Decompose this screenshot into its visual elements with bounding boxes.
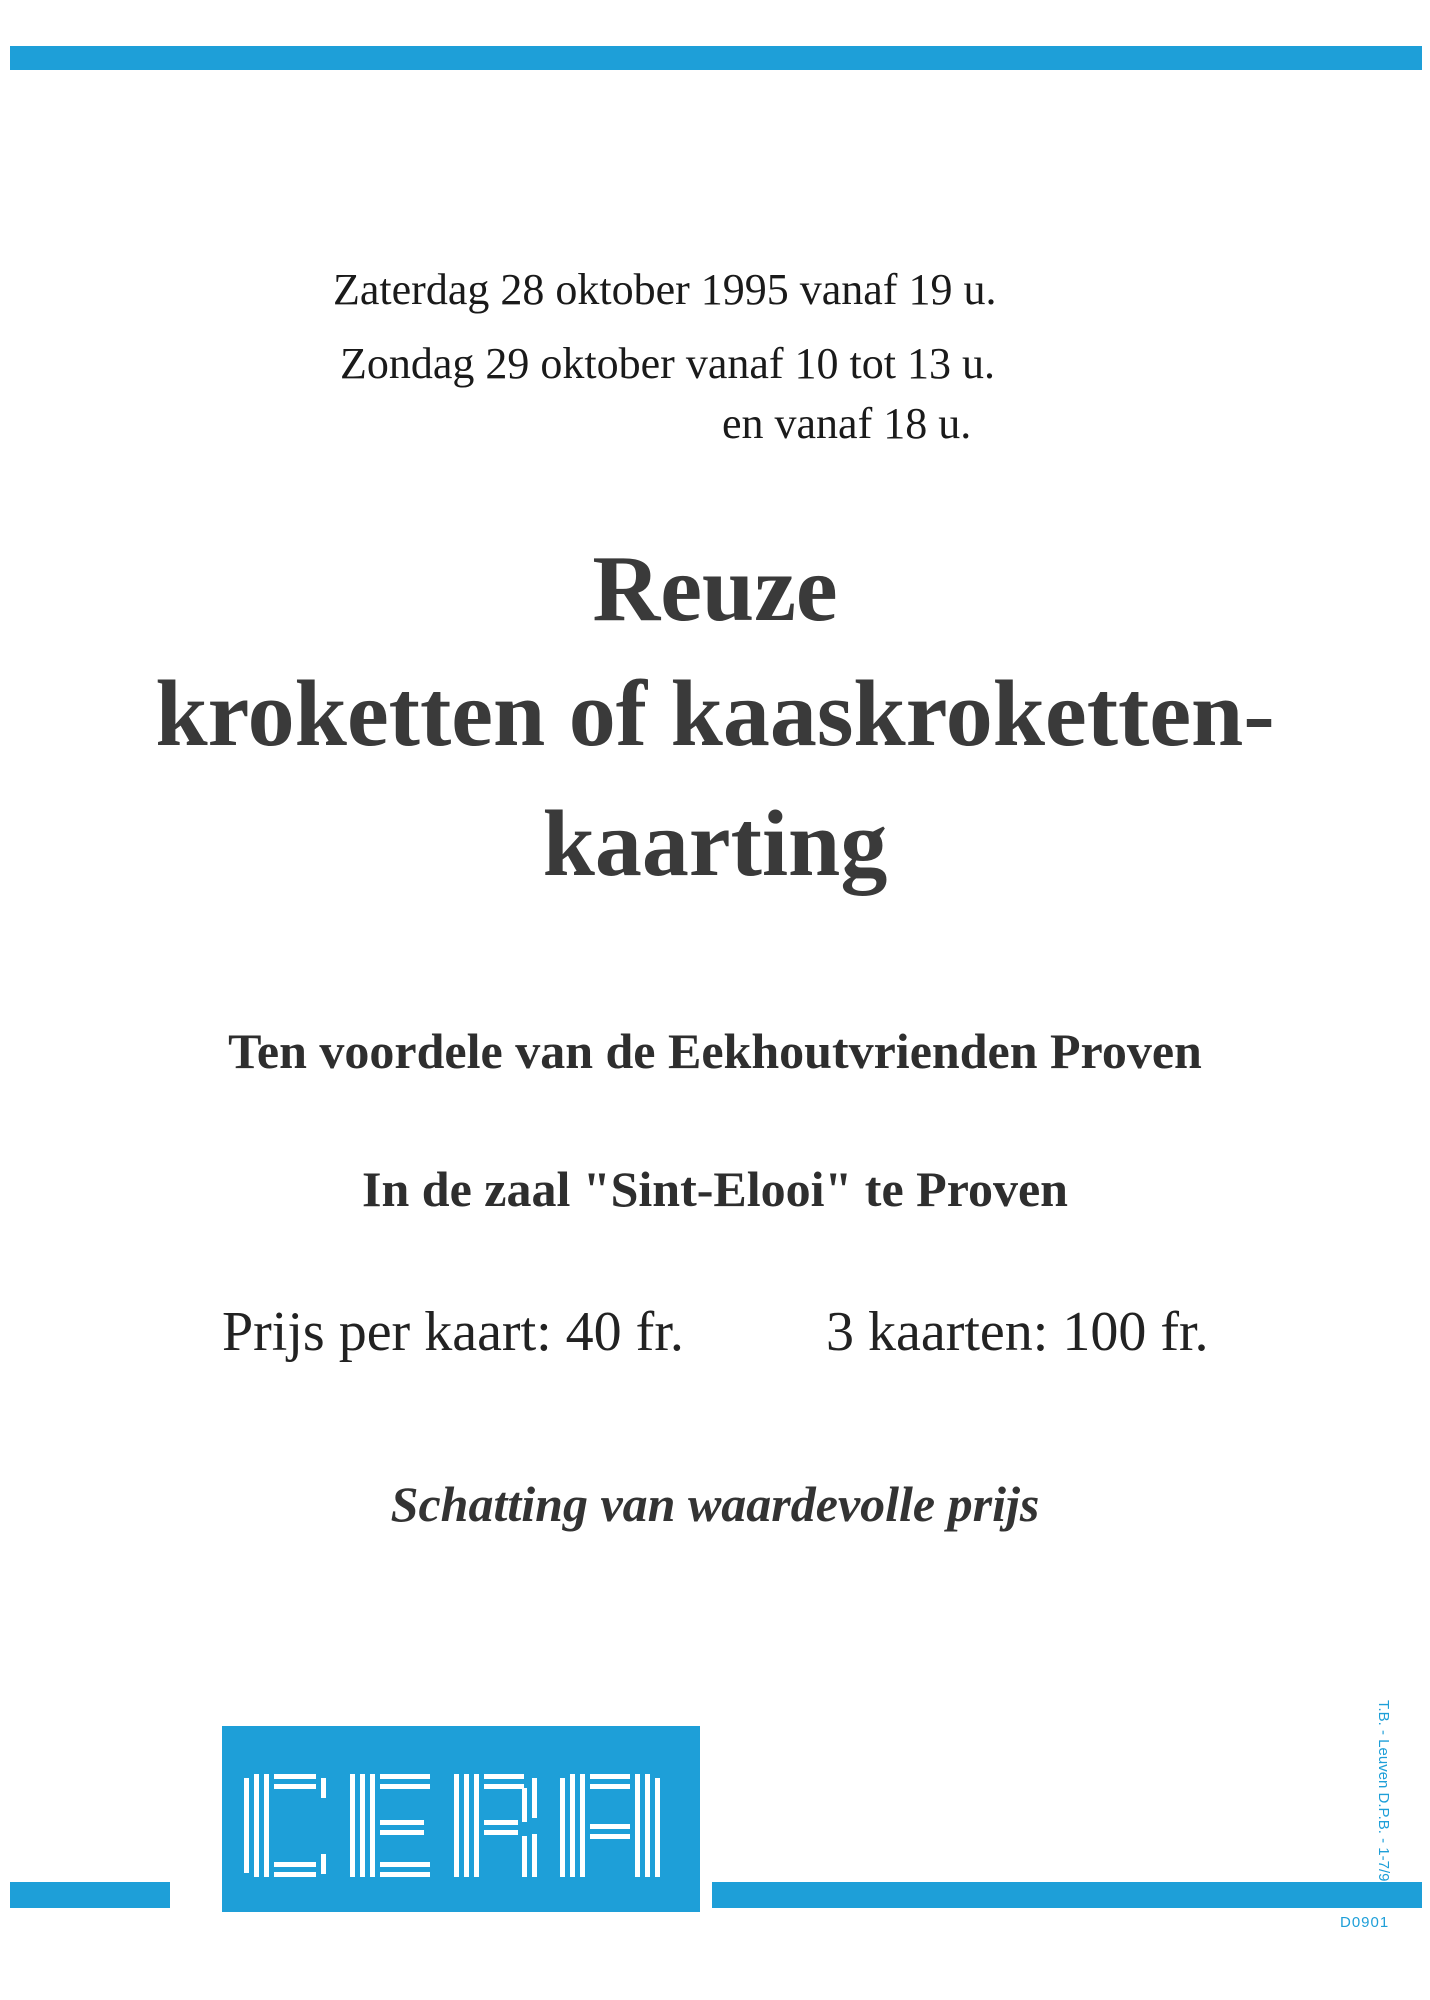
- estimate-text: Schatting van waardevolle prijs: [390, 1476, 1040, 1532]
- printer-imprint: T.B. - Leuven D.P.B. - 1-7/93: [1375, 1700, 1392, 1890]
- schedule-sunday: Zondag 29 oktober vanaf 10 tot 13 u.: [340, 339, 995, 388]
- schedule-saturday: Zaterdag 28 oktober 1995 vanaf 19 u.: [333, 265, 997, 314]
- schedule-evening: en vanaf 18 u.: [722, 399, 972, 448]
- price-single: Prijs per kaart: 40 fr.: [222, 1301, 684, 1363]
- headline-line-3: kaarting: [542, 792, 888, 896]
- form-code: D0901: [1340, 1914, 1390, 1931]
- cera-logo-icon: [222, 1726, 700, 1912]
- bottom-blue-band-left: [10, 1882, 170, 1908]
- price-bundle: 3 kaarten: 100 fr.: [826, 1301, 1209, 1363]
- venue-text: In de zaal "Sint-Elooi" te Proven: [362, 1161, 1068, 1217]
- benefit-text: Ten voordele van de Eekhoutvrienden Proven: [228, 1023, 1202, 1079]
- headline-line-1: Reuze: [592, 537, 838, 641]
- top-blue-band: [10, 46, 1422, 70]
- bottom-blue-band-right: [712, 1882, 1422, 1908]
- headline-line-2: kroketten of kaaskroketten-: [155, 662, 1275, 766]
- cera-logo: [222, 1726, 700, 1912]
